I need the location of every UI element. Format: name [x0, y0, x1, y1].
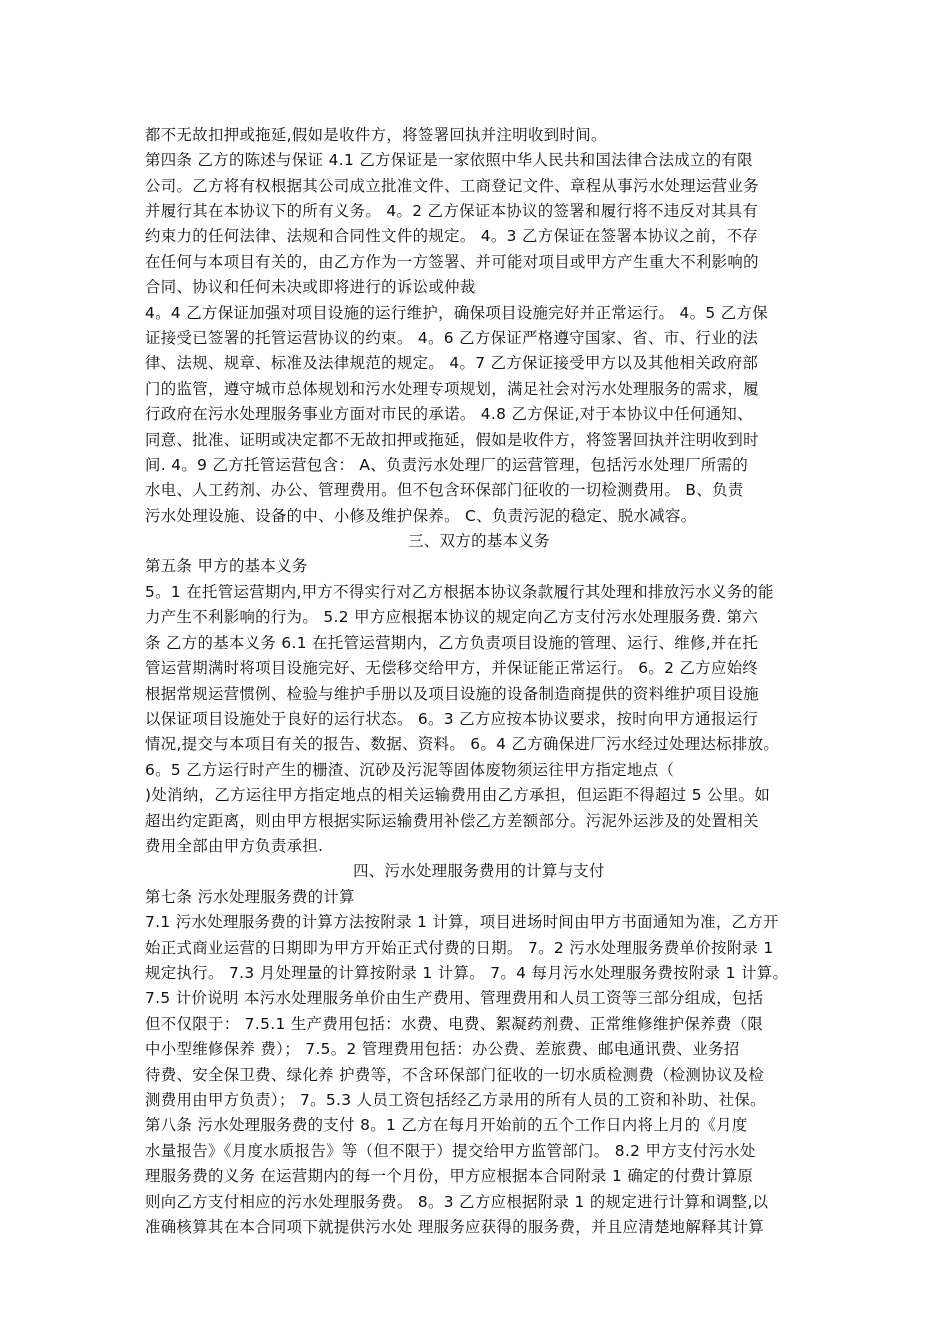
text-line: 行政府在污水处理服务事业方面对市民的承诺。 4.8 乙方保证,对于本协议中任何通知、: [145, 405, 753, 423]
section-heading: 四、污水处理服务费用的计算与支付: [353, 862, 605, 880]
text-line: 律、法规、规章、标准及法律规范的规定。 4。7 乙方保证接受甲方以及其他相关政府部: [145, 354, 759, 372]
text-line: 7.5 计价说明 本污水处理服务单价由生产费用、管理费用和人员工资等三部分组成，包括: [145, 989, 764, 1007]
text-line: 污水处理设施、设备的中、小修及维护保养。 C、负责污泥的稳定、脱水减容。: [145, 507, 697, 525]
text-line: 第五条 甲方的基本义务: [145, 557, 308, 575]
text-line: 并履行其在本协议下的所有义务。 4。2 乙方保证本协议的签署和履行将不违反对其具有: [145, 202, 759, 220]
text-line: 但不仅限于： 7.5.1 生产费用包括：水费、电费、絮凝药剂费、正常维修维护保养费（限: [145, 1015, 764, 1033]
text-line: 根据常规运营惯例、检验与维护手册以及项目设施的设备制造商提供的资料维护项目设施: [145, 685, 759, 703]
text-line: 测费用由甲方负责）； 7。5.3 人员工资包括经乙方录用的所有人员的工资和补助、社保。: [145, 1091, 766, 1109]
text-line: 始正式商业运营的日期即为甲方开始正式付费的日期。 7。2 污水处理服务费单价按附录 1: [145, 939, 774, 957]
text-line: 第七条 污水处理服务费的计算: [145, 888, 355, 906]
text-line: 条 乙方的基本义务 6.1 在托管运营期内，乙方负责项目设施的管理、运行、维修,并在托: [145, 634, 759, 652]
text-line: 门的监管，遵守城市总体规划和污水处理专项规划，满足社会对污水处理服务的需求，履: [145, 380, 759, 398]
text-line: 约束力的任何法律、法规和合同性文件的规定。 4。3 乙方保证在签署本协议之前，不存: [145, 227, 759, 245]
text-line: 情况,提交与本项目有关的报告、数据、资料。 6。4 乙方确保进厂污水经过处理达标排放。: [145, 735, 780, 753]
text-line: 第四条 乙方的陈述与保证 4.1 乙方保证是一家依照中华人民共和国法律合法成立的有限: [145, 151, 753, 169]
text-line: 理服务费的义务 在运营期内的每一个月份，甲方应根据本合同附录 1 确定的付费计算原: [145, 1167, 754, 1185]
text-line: 6。5 乙方运行时产生的栅渣、沉砂及污泥等固体废物须运往甲方指定地点（: [145, 761, 675, 779]
text-line: 证接受已签署的托管运营协议的约束。 4。6 乙方保证严格遵守国家、省、市、行业的法: [145, 329, 759, 347]
text-line: 在任何与本项目有关的，由乙方作为一方签署、并可能对项目或甲方产生重大不利影响的: [145, 253, 759, 271]
text-line: 力产生不利影响的行为。 5.2 甲方应根据本协议的规定向乙方支付污水处理服务费. 第六: [145, 608, 759, 626]
text-line: 超出约定距离，则由甲方根据实际运输费用补偿乙方差额部分。污泥外运涉及的处置相关: [145, 812, 759, 830]
text-line: 以保证项目设施处于良好的运行状态。 6。3 乙方应按本协议要求，按时向甲方通报运行: [145, 710, 759, 728]
text-line: 公司。乙方将有权根据其公司成立批准文件、工商登记文件、章程从事污水处理运营业务: [145, 177, 759, 195]
section-heading: 三、双方的基本义务: [408, 532, 550, 550]
text-line: 7.1 污水处理服务费的计算方法按附录 1 计算，项目进场时间由甲方书面通知为准，乙方开: [145, 913, 779, 931]
text-line: 管运营期满时将项目设施完好、无偿移交给甲方，并保证能正常运行。 6。2 乙方应始终: [145, 659, 759, 677]
text-line: 间. 4。9 乙方托管运营包含： A、负责污水处理厂的运营管理，包括污水处理厂所需的: [145, 456, 749, 474]
text-line: 同意、批准、证明或决定都不无故扣押或拖延，假如是收件方，将签署回执并注明收到时: [145, 431, 759, 449]
text-line: 则向乙方支付相应的污水处理服务费。 8。3 乙方应根据附录 1 的规定进行计算和调整,以: [145, 1193, 769, 1211]
text-line: 准确核算其在本合同项下就提供污水处 理服务应获得的服务费，并且应清楚地解释其计算: [145, 1218, 765, 1236]
text-line: 水量报告》《月度水质报告》等（但不限于）提交给甲方监管部门。 8.2 甲方支付污水处: [145, 1142, 756, 1160]
text-line: 中小型维修保养 费）； 7.5。2 管理费用包括：办公费、差旅费、邮电通讯费、业务招: [145, 1040, 740, 1058]
text-line: )处消纳，乙方运往甲方指定地点的相关运输费用由乙方承担，但运距不得超过 5 公里。如: [145, 786, 771, 804]
text-line: 待费、安全保卫费、绿化养 护费等，不含环保部门征收的一切水质检测费（检测协议及检: [145, 1066, 765, 1084]
text-line: 水电、人工药剂、办公、管理费用。但不包含环保部门征收的一切检测费用。 B、负责: [145, 481, 744, 499]
text-line: 都不无故扣押或拖延,假如是收件方，将签署回执并注明收到时间。: [145, 126, 607, 144]
text-line: 合同、协议和任何未决或即将进行的诉讼或仲裁: [145, 278, 476, 296]
text-line: 规定执行。 7.3 月处理量的计算按附录 1 计算。 7。4 每月污水处理服务费按附录 1 计算。: [145, 964, 789, 982]
text-line: 费用全部由甲方负责承担.: [145, 837, 324, 855]
text-line: 第八条 污水处理服务费的支付 8。1 乙方在每月开始前的五个工作日内将上月的《月度: [145, 1116, 748, 1134]
text-line: 4。4 乙方保证加强对项目设施的运行维护，确保项目设施完好并正常运行。 4。5 乙方保: [145, 304, 768, 322]
text-line: 5。1 在托管运营期内,甲方不得实行对乙方根据本协议条款履行其处理和排放污水义务的能: [145, 583, 774, 601]
